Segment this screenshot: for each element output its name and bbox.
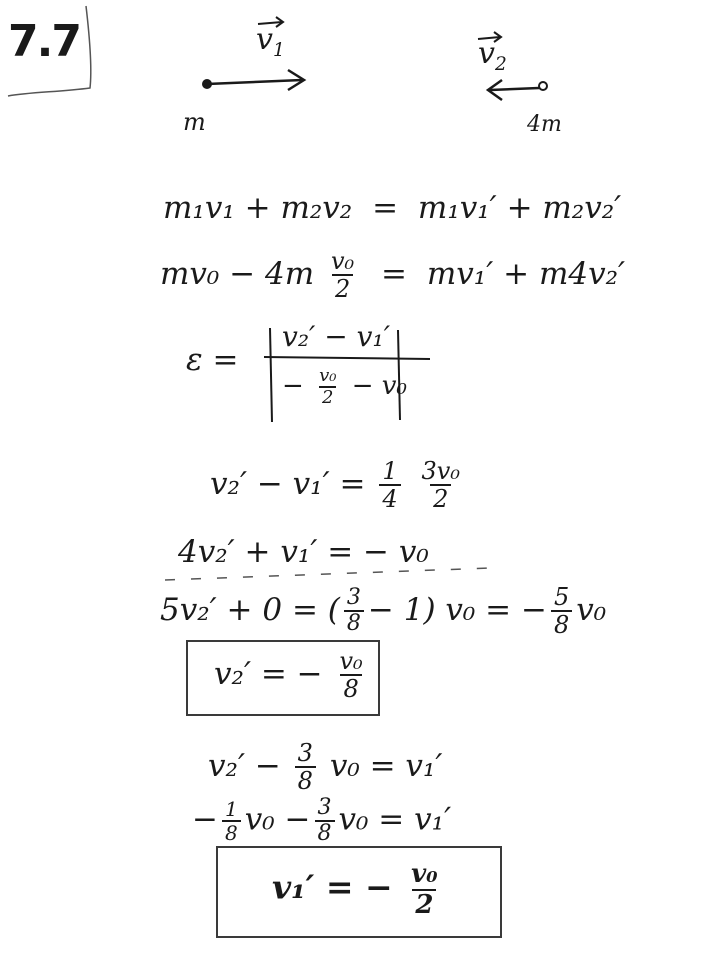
velocity-sum-equation: 4v₂′ + v₁′ = − v₀ xyxy=(178,534,429,570)
combined-equation: 5v₂′ + 0 = ( $\frac{3}{8}$ − 1) v₀ = − $\frac{5}{8}$ v₀ xyxy=(160,583,607,640)
velocity-1-label: $v_1$ xyxy=(256,22,285,61)
momentum-equation-specific: mv₀ − 4m $\frac{\text{v₀}}{2}$ = mv₁′ + m4v₂′ xyxy=(160,247,626,304)
restitution-denominator: − $\frac{\text{v₀}}{2}$ − v₀ xyxy=(282,365,407,408)
momentum-equation-general: m₁v₁ + m₂v₂ = m₁v₁′ + m₂v₂′ xyxy=(163,190,622,226)
restitution-numerator: v₂′ − v₁′ xyxy=(282,320,391,353)
problem-number: 7.7 xyxy=(8,16,80,67)
substitution-equation-1: v₂′ − $\frac{3}{8}$ v₀ = v₁′ xyxy=(208,739,443,796)
substitution-equation-2: − $\frac{1}{8}$ v₀ − $\frac{3}{8}$ v₀ = v₁′ xyxy=(192,795,452,847)
mass-2-label: 4m xyxy=(527,112,562,137)
velocity-difference-equation: v₂′ − v₁′ = $\frac{1}{4}$ $\frac{\text{3v₀}}{2}$ xyxy=(210,457,460,514)
velocity-2-arrow xyxy=(490,88,539,90)
particle-2-dot xyxy=(539,82,547,90)
restitution-lhs: ε = xyxy=(186,342,239,378)
velocity-1-arrow xyxy=(207,80,302,84)
result-v1-equation: v₁′ = − $\frac{\text{v₀}}{2}$ xyxy=(272,859,438,920)
mass-1-label: m xyxy=(183,108,206,136)
velocity-2-label: $v_2$ xyxy=(478,36,507,75)
result-v2-equation: v₂′ = − $\frac{\text{v₀}}{8}$ xyxy=(214,647,363,704)
